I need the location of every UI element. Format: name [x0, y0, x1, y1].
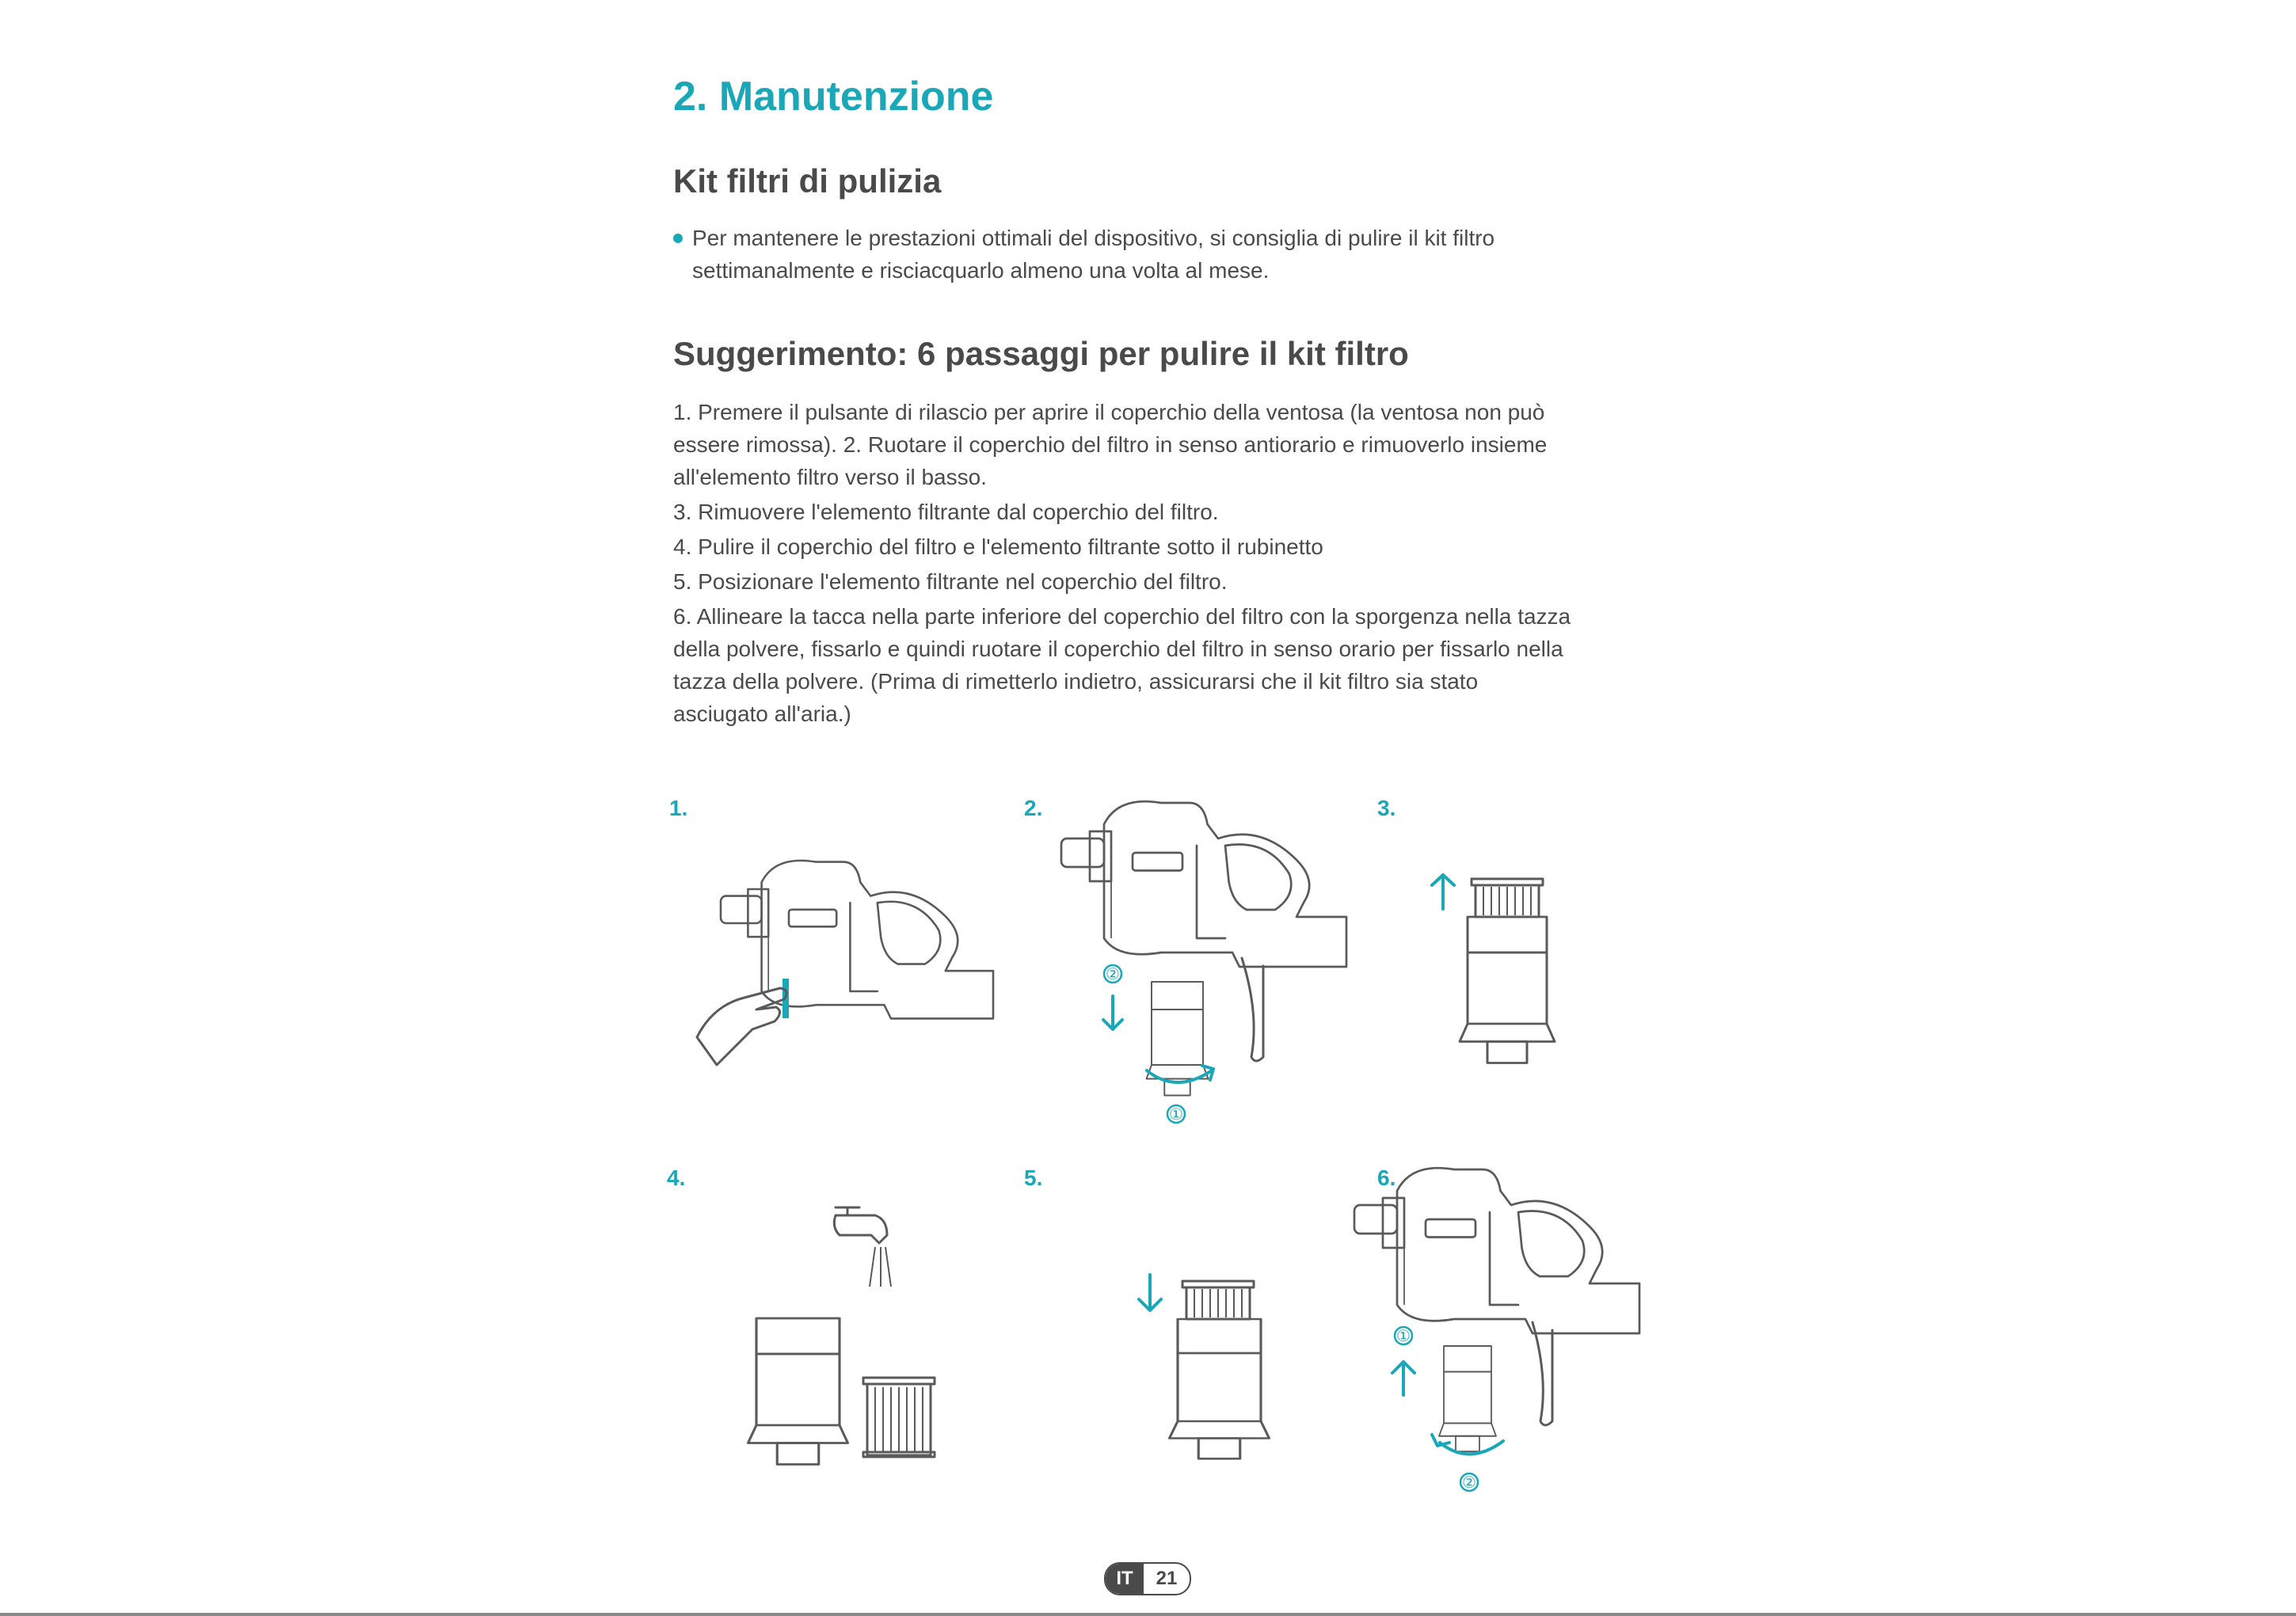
step-paragraph: 5. Posizionare l'elemento filtrante nel coperchio del filtro. [673, 569, 1228, 594]
step-paragraph: 6. Allineare la tacca nella parte inferiore del coperchio del filtro con la sporgenza nella tazza della polvere, fissarlo e quindi ruotare il coperchio del filtro in senso orario per fissarlo nella tazza della polvere. (Prima di rimetterlo indietro, assicurarsi che il kit filtro sia stato asciugato all'aria.) [673, 604, 1571, 726]
figure-label-5: 5. [1024, 1165, 1043, 1190]
figure-label-4: 4. [667, 1165, 686, 1190]
figure-label-6: 6. [1377, 1165, 1396, 1190]
page-number: 21 [1156, 1568, 1178, 1589]
arrow-down-icon [1103, 996, 1122, 1029]
step-paragraph: 3. Rimuovere l'elemento filtrante dal coperchio del filtro. [673, 500, 1219, 524]
figure-4-illustration [748, 1207, 935, 1465]
language-code: IT [1106, 1564, 1144, 1594]
figure-2-illustration [1061, 801, 1346, 1124]
figure-5-illustration [1139, 1275, 1270, 1458]
figure-6-illustration [1354, 1168, 1639, 1492]
step-paragraph: 4. Pulire il coperchio del filtro e l'elemento filtrante sotto il rubinetto [673, 534, 1323, 559]
figure-1-illustration [697, 861, 993, 1065]
step-paragraph: 1. Premere il pulsante di rilascio per aprire il coperchio della ventosa (la ventosa non può essere rimossa). 2. Ruotare il coperchio del filtro in senso antiorario e rimuoverlo insieme all'elemento filtro verso il basso. [673, 400, 1548, 489]
arrow-up-icon [1432, 875, 1454, 909]
arrow-down-icon [1139, 1275, 1161, 1310]
page-number-badge [1104, 1562, 1191, 1595]
page-title: 2. Manutenzione [673, 74, 994, 120]
bullet-line: Per mantenere le prestazioni ottimali del dispositivo, si consiglia di pulire il kit filtro [692, 226, 1495, 250]
marker-one: ① [1169, 1105, 1183, 1124]
figure-label-2: 2. [1024, 796, 1043, 820]
arrow-up-icon [1392, 1362, 1415, 1395]
hand-icon [697, 988, 786, 1065]
bottom-divider [0, 1613, 2296, 1616]
marker-one: ① [1396, 1326, 1411, 1345]
figure-3-illustration [1432, 875, 1555, 1063]
rotate-arrow-icon [1147, 1070, 1212, 1082]
section-heading-tips: Suggerimento: 6 passaggi per pulire il kit filtro [673, 335, 1409, 372]
water-icon [870, 1247, 891, 1287]
marker-two: ② [1462, 1473, 1476, 1492]
faucet-icon [834, 1207, 887, 1243]
bullet-line: settimanalmente e risciacquarlo almeno una volta al mese. [692, 258, 1270, 283]
figure-label-3: 3. [1377, 796, 1396, 820]
figure-label-1: 1. [669, 796, 688, 820]
section-heading-kit: Kit filtri di pulizia [673, 162, 942, 200]
marker-two: ② [1106, 964, 1120, 983]
